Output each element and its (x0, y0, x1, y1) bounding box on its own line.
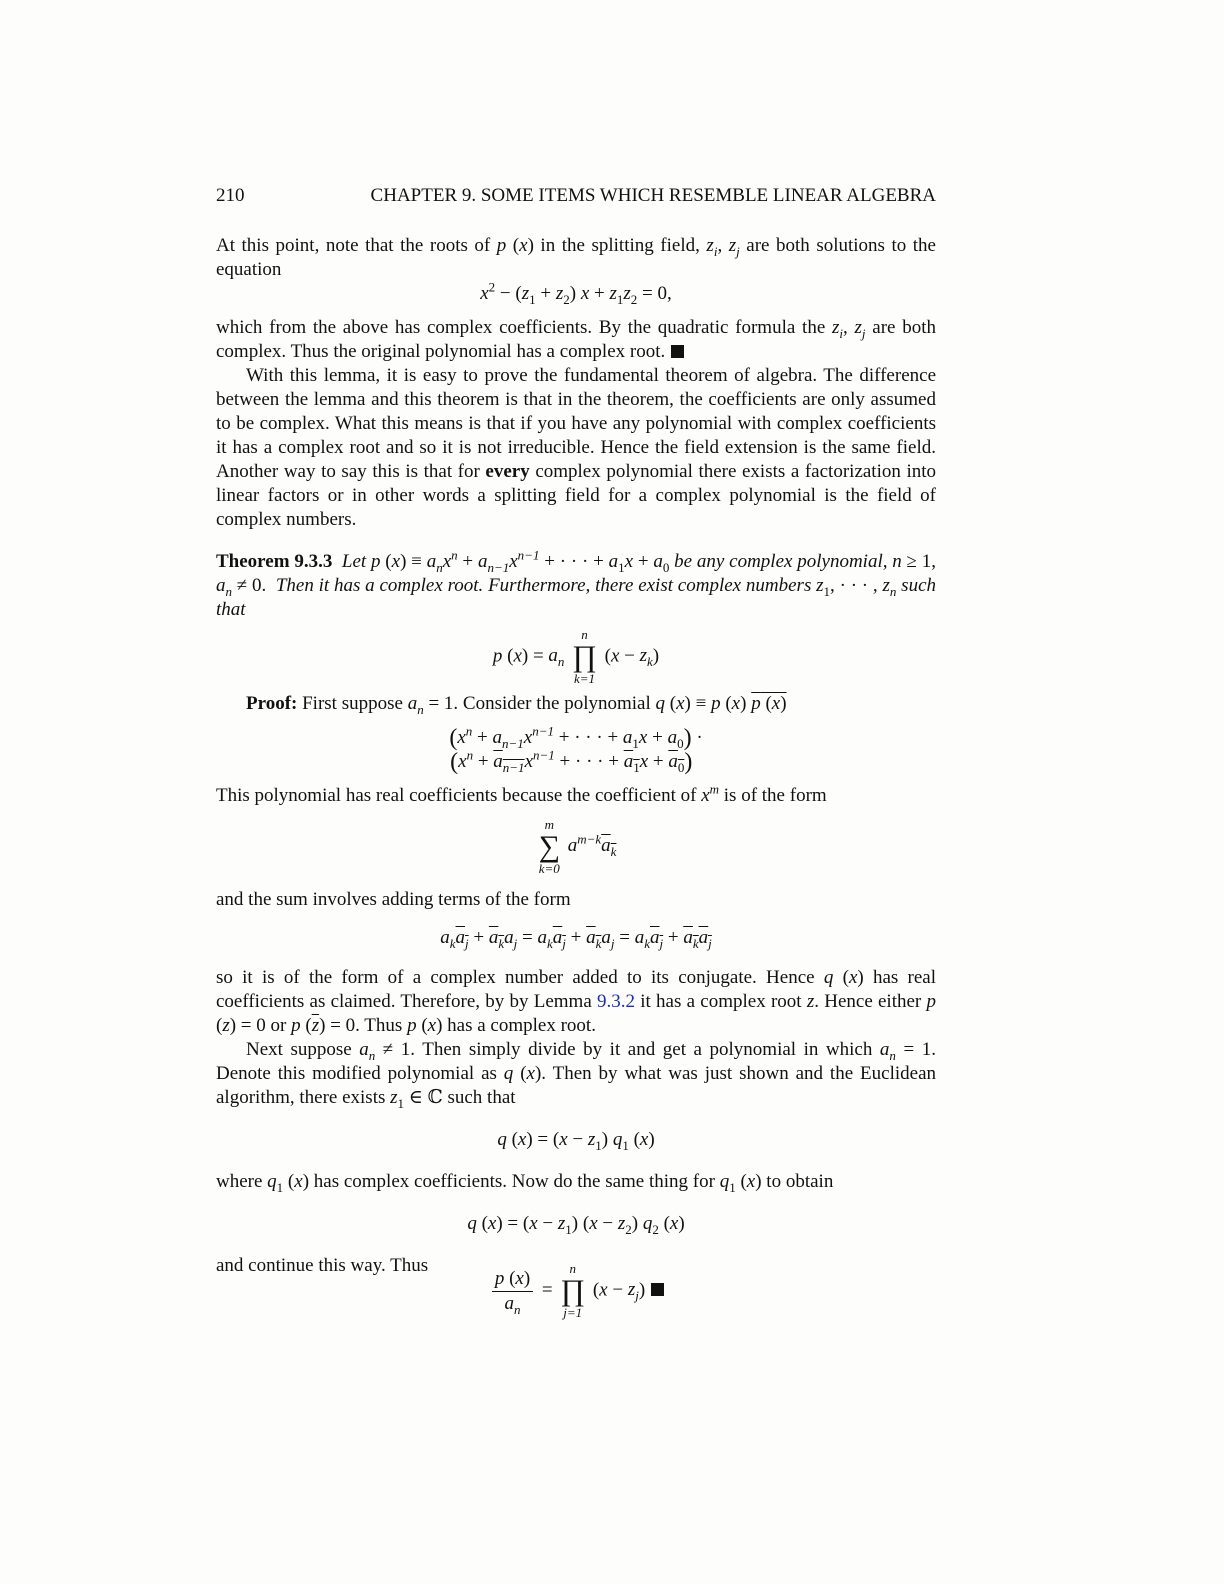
product-symbol-final: n ∏ j=1 (560, 1261, 586, 1320)
equation-factorization: p $(x) = a_n$ n ∏ k=1 $(x - z_k)$ (492, 627, 660, 686)
qed-square-icon (651, 1283, 664, 1296)
equation-quadratic: $x^2 - (z_1 + z_2) x + z_1z_2 = 0$, (480, 279, 672, 307)
product-symbol: n ∏ k=1 (572, 627, 597, 686)
theorem-9-3-3: Theorem 9.3.3 Let p $(x) \equiv a_nx^n + a_{n-1}x^{n-1}$ + · · · + $a_1x + a_0$ be any complex polynomial, n ≥ 1, $a_n \ne 0$. Then it has a complex root. Furthermore, there exist complex numbers $z_1$, · · · , $z_n$ such that (216, 547, 937, 620)
proof-start: Proof: First suppose $a_n = 1$. Consider the polynomial q (x) ≡ p (x) p (x) (246, 693, 787, 717)
lemma-link[interactable]: 9.3.2 (597, 991, 636, 1012)
qed-square-icon (671, 345, 684, 358)
equation-coefficient-sum: m ∑ k=0 $a^{m-k}a_k$ (538, 817, 617, 876)
page-content (216, 184, 936, 1326)
paragraph-continue: and continue this way. Thus (216, 1255, 429, 1276)
paragraph-quadratic-formula: which from the above has complex coefficients. By the quadratic formula the $z_i$, $z_j$ are both complex. Thus the original polynomial has a complex root. (216, 317, 936, 362)
equation-q-second: q $(x) = (x - z_1)$ $(x - z_2)$ $q_2$ (x) (467, 1213, 685, 1237)
equation-product-expansion: ($x^n + a_{n-1}x^{n-1}$ + · · · + $a_1x + a_0$) · ($x^n + a_{n-1}x^{n-1}$ + · · · + $a_1x + a_0$) (449, 723, 703, 775)
equation-conjugate-terms: $a_ka_j + a_ka_j = a_ka_j + a_ka_j = a_ka_j + a_ka_j$ (440, 927, 712, 951)
equation-q-first: q $(x) = (x - z_1)$ $q_1$ (x) (497, 1129, 655, 1153)
running-header (216, 184, 936, 212)
paragraph-roots: At this point, note that the roots of p (x) in the splitting field, $z_i$, $z_j$ are both solutions to the equation (216, 235, 936, 280)
sum-symbol: m ∑ k=0 (538, 817, 560, 876)
chapter-title: CHAPTER 9. SOME ITEMS WHICH RESEMBLE LINEAR ALGEBRA (370, 185, 936, 206)
paragraph-divide: Next suppose $a_n \ne 1$. Then simply divide by it and get a polynomial in which $a_n = 1$. Denote this modified polynomial as q (x). Then by what was just shown and the Euclidean algorithm, there exists $z_1$ ∈ ℂ such that (216, 1039, 936, 1111)
paragraph-q1: where $q_1$ (x) has complex coefficients. Now do the same thing for $q_1$ (x) to obtain (216, 1171, 834, 1195)
paragraph-real-coefficients: This polynomial has real coefficients because the coefficient of $x^m$ is of the form (216, 781, 827, 806)
equation-final-product: $\frac{p (x)}{a_n}$ = n ∏ j=1 $(x - z_j)$ (216, 1262, 936, 1320)
fraction: $\frac{p (x)}{a_n}$ (492, 1268, 533, 1315)
paragraph-sum-terms: and the sum involves adding terms of the form (216, 889, 571, 910)
paragraph-complex-root: so it is of the form of a complex number added to its conjugate. Hence q (x) has real coefficients as claimed. Therefore, by by Lemma 9.3.2 it has a complex root z. Hence either p (z) = 0 or p $(\overline{z}) = 0$. Thus p (x) has a complex root. (216, 967, 937, 1036)
page-number: 210 (216, 185, 245, 206)
paragraph-fundamental-theorem: With this lemma, it is easy to prove the fundamental theorem of algebra. The difference between the lemma and this theorem is that in the theorem, the coefficients are only assumed to be complex. What this means is that if you have any polynomial with complex coefficients it has a complex root and so it is not irreducible. Hence the field extension is the same field. Another way to say this is that for every complex polynomial there exists a factorization into linear factors or in other words a splitting field for a complex polynomial is the field of complex numbers. (216, 365, 936, 530)
